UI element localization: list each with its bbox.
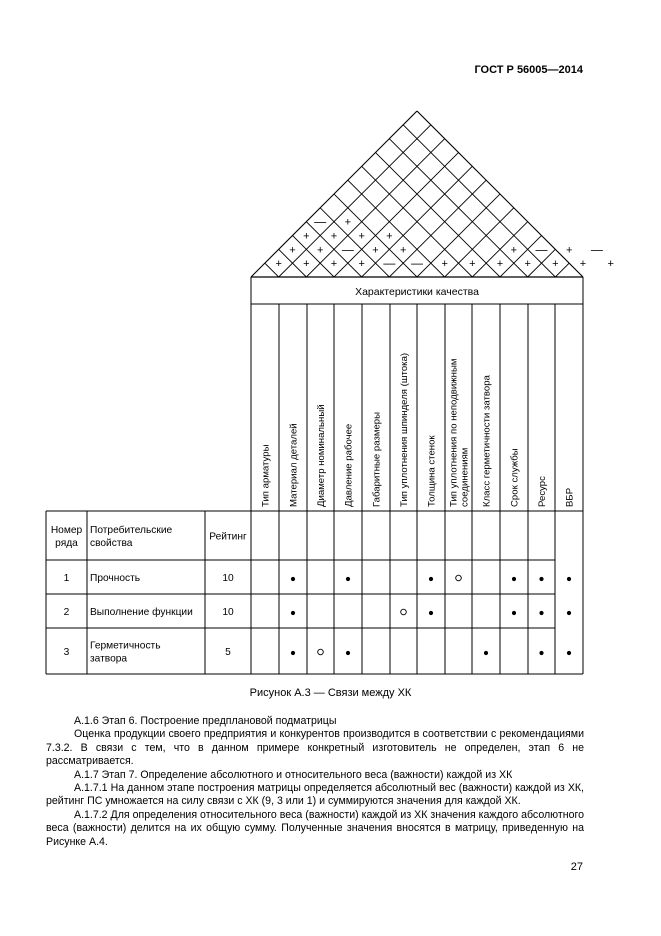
- roof-lattice-line: [500, 0, 661, 277]
- body-text: [46, 715, 584, 849]
- roof-lattice-line: [0, 0, 306, 277]
- row-property-name: затвора: [90, 653, 128, 665]
- characteristic-label: Тип арматуры: [260, 444, 272, 507]
- roof-lattice-line: [362, 0, 661, 277]
- characteristic-label: Тип уплотнения шпинделя (штока): [399, 352, 410, 507]
- quality-header-label: Характеристики качества: [355, 286, 479, 298]
- roof-negative-mark: —: [590, 242, 603, 257]
- strong-relationship-dot: [429, 611, 433, 615]
- roof-lattice-line: [472, 0, 661, 277]
- roof-positive-mark: +: [275, 258, 282, 271]
- header-row-number: ряда: [55, 538, 78, 549]
- roof-positive-mark: +: [316, 244, 324, 257]
- strong-relationship-dot: [346, 651, 350, 655]
- paragraph: Оценка продукции своего предприятия и конкурентов производится в соответствии с рекомендациями 7.3.2. В связи с тем, что в данном примере конкретный изготовитель не определен, этап 6 не рассматривается.: [46, 728, 584, 768]
- document-code: ГОСТ Р 56005—2014: [474, 64, 583, 76]
- figure-caption: Рисунок А.3 — Связи между ХК: [249, 687, 412, 699]
- characteristic-label: Срок службы: [509, 448, 521, 507]
- characteristic-label: Ресурс: [537, 476, 548, 507]
- strong-relationship-dot: [567, 577, 571, 581]
- roof-positive-mark: +: [330, 230, 338, 243]
- roof-positive-mark: +: [289, 244, 296, 257]
- strong-relationship-dot: [539, 577, 543, 581]
- strong-relationship-dot: [539, 651, 543, 655]
- roof-lattice-line: [417, 0, 661, 277]
- roof-lattice-line: [389, 0, 661, 277]
- roof-positive-mark: +: [399, 244, 407, 257]
- roof-lattice-line: [113, 0, 448, 277]
- roof-positive-mark: +: [565, 244, 573, 257]
- strong-relationship-dot: [567, 611, 571, 615]
- strong-relationship-dot: [346, 577, 350, 581]
- roof-positive-mark: +: [372, 244, 379, 257]
- roof-positive-mark: +: [607, 258, 614, 271]
- row-property-name: Выполнение функции: [90, 607, 193, 618]
- strong-relationship-dot: [512, 577, 516, 581]
- roof-positive-mark: +: [579, 258, 587, 271]
- roof-positive-mark: +: [386, 230, 393, 243]
- roof-lattice-line: [2, 0, 334, 277]
- roof-negative-mark: —: [383, 256, 396, 271]
- roof-lattice-line: [528, 0, 661, 277]
- paragraph: А.1.7.2 Для определения относительного веса (важности) каждой из ХК значения каждого абсолютного веса (важности) делится на их общую сумму. Полученные значения вносятся в матрицу, приведенную на Рисунке А.4.: [46, 808, 584, 848]
- row-number: 2: [63, 607, 70, 618]
- row-number: 3: [63, 647, 70, 658]
- row-property-name: Прочность: [90, 573, 141, 584]
- characteristic-label: соединениям: [459, 447, 471, 507]
- roof-positive-mark: +: [358, 258, 365, 271]
- roof-lattice-line: [30, 0, 365, 277]
- roof-positive-mark: +: [469, 258, 476, 271]
- strong-relationship-dot: [429, 577, 433, 581]
- strong-relationship-dot: [291, 577, 295, 581]
- roof-lattice-line: [306, 0, 638, 277]
- roof-lattice-line: [85, 0, 417, 277]
- medium-relationship-circle: [318, 649, 324, 655]
- roof-positive-mark: +: [510, 244, 518, 257]
- characteristic-label: Класс герметичности затвора: [481, 375, 493, 507]
- row-rating: 10: [222, 573, 234, 584]
- roof-lattice-line: [334, 0, 661, 277]
- header-consumer-properties: свойства: [90, 538, 133, 549]
- row-rating: 10: [222, 607, 234, 618]
- header-consumer-properties: Потребительские: [90, 525, 173, 536]
- row-rating: 5: [225, 647, 231, 658]
- characteristic-label: Давление рабочее: [343, 423, 355, 507]
- strong-relationship-dot: [484, 651, 488, 655]
- strong-relationship-dot: [291, 611, 295, 615]
- medium-relationship-circle: [456, 575, 462, 581]
- paragraph: А.1.7 Этап 7. Определение абсолютного и относительного веса (важности) каждой из ХК: [74, 768, 513, 781]
- medium-relationship-circle: [401, 609, 407, 615]
- characteristic-label: Материал деталей: [288, 423, 300, 507]
- characteristic-label: Габаритные размеры: [371, 411, 383, 507]
- characteristic-label: ВБР: [564, 487, 576, 507]
- row-property-name: Герметичность: [90, 640, 161, 652]
- paragraph: А.1.7.1 На данном этапе построения матрицы определяется абсолютный вес (важности) каждой из ХК, рейтинг ПС умножается на силу связи с ХК (9, 3 или 1) и суммируются значения для каждой ХК.: [46, 782, 584, 808]
- characteristic-label: Толщина стенок: [426, 435, 438, 507]
- roof-lattice-line: [555, 0, 661, 277]
- roof-lattice-line: [0, 0, 282, 277]
- roof-positive-mark: +: [496, 258, 504, 271]
- characteristic-label: Тип уплотнения по неподвижным: [448, 358, 460, 507]
- roof-negative-mark: —: [341, 242, 354, 257]
- strong-relationship-dot: [539, 611, 543, 615]
- roof-lattice-line: [57, 0, 389, 277]
- characteristic-label: Диаметр номинальный: [316, 404, 327, 507]
- roof-positive-mark: +: [524, 258, 531, 271]
- roof-positive-mark: +: [303, 230, 310, 243]
- header-row-number: Номер: [50, 525, 83, 536]
- strong-relationship-dot: [291, 651, 295, 655]
- roof-positive-mark: +: [330, 258, 338, 271]
- row-number: 1: [63, 573, 70, 584]
- roof-positive-mark: +: [441, 258, 448, 271]
- roof-positive-mark: +: [344, 216, 352, 229]
- roof-negative-mark: —: [535, 242, 548, 257]
- page-number: 27: [570, 861, 583, 873]
- roof-negative-mark: —: [411, 256, 423, 271]
- roof-negative-mark: —: [314, 214, 327, 229]
- roof-lattice-line: [445, 0, 661, 277]
- roof-positive-mark: +: [303, 258, 310, 271]
- paragraph: А.1.6 Этап 6. Построение предплановой подматрицы: [74, 715, 337, 727]
- strong-relationship-dot: [567, 651, 571, 655]
- roof-positive-mark: +: [358, 230, 365, 243]
- roof-positive-mark: +: [552, 258, 559, 271]
- strong-relationship-dot: [512, 611, 516, 615]
- header-rating: Рейтинг: [209, 531, 247, 543]
